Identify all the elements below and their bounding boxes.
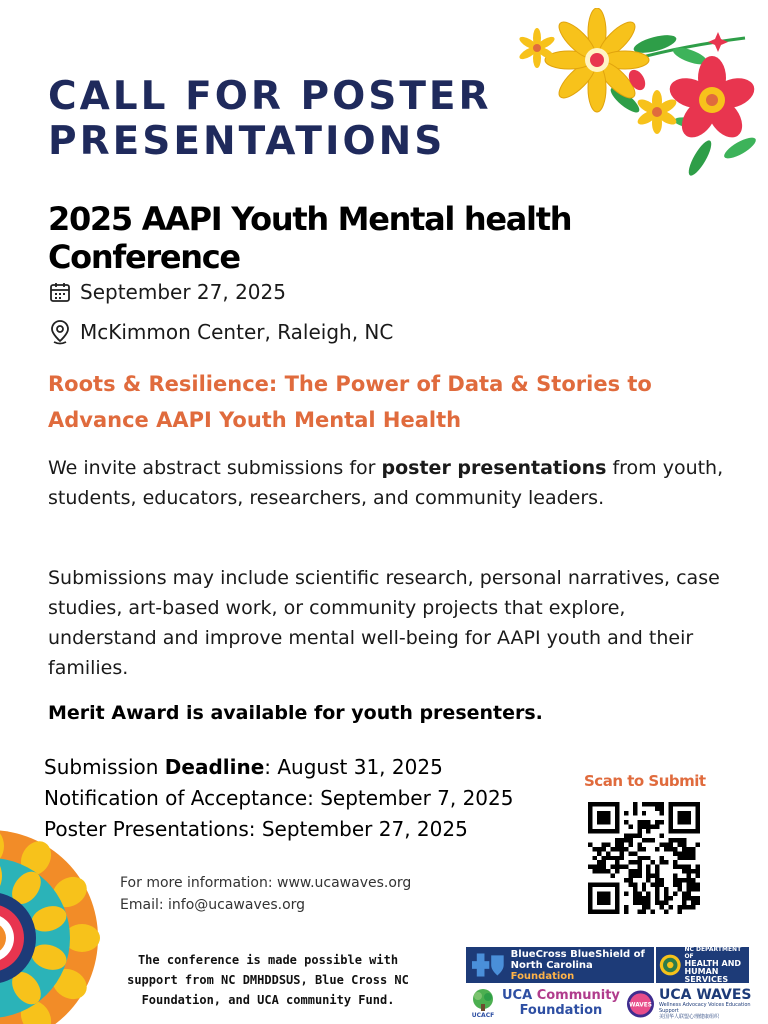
notification-date: Notification of Acceptance: September 7, 2025 xyxy=(44,786,514,810)
scan-to-submit-label: Scan to Submit xyxy=(584,772,706,790)
invite-text-start: We invite abstract submissions for xyxy=(48,457,382,479)
theme-line-2: Advance AAPI Youth Mental Health xyxy=(48,408,462,432)
invite-text-bold: poster presentations xyxy=(381,457,607,479)
ncdhhs-logo: NC DEPARTMENT OF HEALTH AND HUMAN SERVICES xyxy=(656,947,749,983)
conference-theme xyxy=(48,366,738,438)
deadlines-list xyxy=(44,752,513,845)
event-date-row xyxy=(48,280,286,304)
event-location-row xyxy=(48,319,393,345)
calendar-icon xyxy=(48,280,72,304)
invite-paragraph xyxy=(48,453,738,513)
mandala-decoration xyxy=(0,826,100,1024)
submissions-paragraph: Submissions may include scientific research, personal narratives, case studies, art-based work, or community projects that explore, understand and improve mental well-being for AAPI youth and their families. xyxy=(48,567,720,679)
event-date: September 27, 2025 xyxy=(80,280,286,304)
headline-line-1: CALL FOR POSTER xyxy=(48,74,492,119)
presentation-date: Poster Presentations: September 27, 2025 xyxy=(44,817,468,841)
email-text: Email: info@ucawaves.org xyxy=(120,897,306,913)
website-text: For more information: www.ucawaves.org xyxy=(120,875,412,891)
tree-logo-icon xyxy=(470,988,496,1018)
support-acknowledgement: The conference is made possible with support from NC DMHDDSUS, Blue Cross NC Foundation, and UCA community Fund. xyxy=(127,953,409,1007)
event-location: McKimmon Center, Raleigh, NC xyxy=(80,320,394,344)
conference-title: 2025 AAPI Youth Mental health Conference xyxy=(48,200,572,276)
nc-seal-icon xyxy=(659,951,681,979)
svg-text:UCACF: UCACF xyxy=(471,1012,495,1018)
blue-cross-shield-icon xyxy=(472,953,505,977)
theme-line-1: Roots & Resilience: The Power of Data & Stories to xyxy=(48,372,652,396)
uca-waves-logo: WAVES UCA WAVES Wellness Advocacy Voices Education Support 美国华人联盟心理健康组织 xyxy=(626,988,768,1020)
qr-code[interactable] xyxy=(588,802,700,914)
submission-deadline: Submission Deadline: August 31, 2025 xyxy=(44,755,443,779)
bcbs-nc-foundation-logo: BlueCross BlueShield of North Carolina Foundation xyxy=(466,947,654,983)
location-pin-icon xyxy=(48,319,72,345)
merit-award-note: Merit Award is available for youth presenters. xyxy=(48,702,543,724)
svg-text:WAVES: WAVES xyxy=(629,1002,652,1009)
headline xyxy=(48,74,608,164)
invite-text-end: from youth, students, educators, researchers, and community leaders. xyxy=(48,457,724,509)
waves-badge-icon xyxy=(626,989,655,1019)
headline-line-2: PRESENTATIONS xyxy=(48,119,446,164)
contact-info xyxy=(120,872,411,916)
uca-community-foundation-logo: UCACF UCA Community Foundation xyxy=(471,988,620,1018)
